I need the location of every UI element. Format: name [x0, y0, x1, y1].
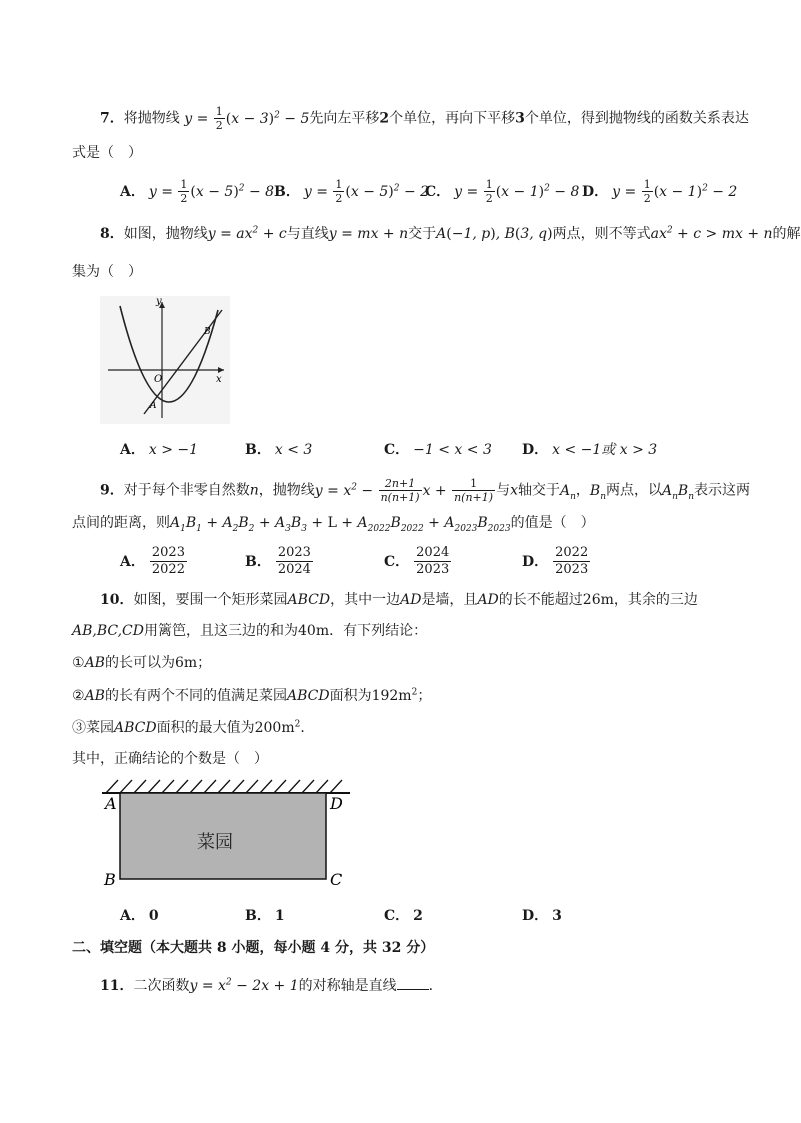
- q10-statement-2: ②AB的长有两个不同的值满足菜园ABCD面积为$192m^2$；: [72, 687, 432, 704]
- q9-option-a[interactable]: A． $\frac{2023}{2022}$: [120, 545, 185, 577]
- q10-statement-3: ③菜园ABCD面积的最大值为$200m^2$．: [72, 719, 315, 736]
- q8-line2: 集为（ ）: [72, 264, 142, 280]
- q10-statement-1: ①AB的长可以为6m；: [72, 655, 212, 671]
- q9-option-d[interactable]: D． $\frac{2022}{2023}$: [522, 545, 589, 577]
- q11-answer-blank[interactable]: [397, 975, 429, 990]
- q7-number: 7．: [100, 110, 124, 127]
- q7-line1: 7．将抛物线 y = $\frac{1}{2}$ $(x - 3)^2 - 5$先向左平移2个单位，再向下平移3个单位，得到抛物线的函数关系表达: [100, 105, 749, 132]
- q8-option-d[interactable]: D． x < −1或 x > 3: [522, 442, 658, 458]
- q9-option-b[interactable]: B． $\frac{2023}{2024}$: [245, 545, 311, 577]
- graph-background: [100, 296, 230, 424]
- q8-line1: 8．如图，抛物线$y = ax^2 + c$与直线y = mx + n交于A(−1, p), B(3, q)两点，则不等式$ax^2 + c$ > mx + n的解: [100, 225, 801, 242]
- q8-option-b[interactable]: B． x < 3: [245, 442, 313, 458]
- q9-option-c[interactable]: C． $\frac{2024}{2023}$: [384, 545, 450, 577]
- q7-option-b[interactable]: B． y = $\frac{1}{2}$ $(x - 5)^2 - 2$: [274, 178, 430, 205]
- corner-b-label: B: [104, 870, 116, 889]
- q10-garden-figure: [102, 778, 352, 890]
- q7-formula: y = $\frac{1}{2}$ $(x - 3)^2 - 5$: [184, 105, 310, 132]
- q11-line: 11．二次函数$y = x^2 - 2x + 1$的对称轴是直线 ．: [100, 975, 443, 996]
- q10-option-a[interactable]: A． 0: [120, 908, 159, 924]
- q9-line2: 点间的距离，则$A_1B_1 + A_2B_2 + A_3B_3 + L + A_{2022}B_{2022} + A_{2023}B_{2023}$的值是（ ）: [72, 515, 595, 534]
- x-axis-label: x: [216, 374, 222, 385]
- q10-question: 其中，正确结论的个数是（ ）: [72, 751, 268, 767]
- point-a-label: A: [150, 401, 157, 411]
- corner-c-label: C: [330, 870, 343, 889]
- q10-option-d[interactable]: D． 3: [522, 908, 562, 924]
- q8-option-a[interactable]: A． x > −1: [120, 442, 199, 458]
- q8-graph: [100, 296, 230, 424]
- q10-option-c[interactable]: C． 2: [384, 908, 423, 924]
- point-b-label: B: [204, 327, 211, 337]
- garden-label: 菜园: [197, 832, 233, 853]
- q11-number: 11．: [100, 978, 134, 994]
- q7-option-c[interactable]: C． y = $\frac{1}{2}$ $(x - 1)^2 - 8$: [425, 178, 580, 205]
- section-heading-fill-in: 二、填空题（本大题共 8 小题，每小题 4 分，共 32 分）: [72, 940, 435, 956]
- corner-a-label: A: [105, 794, 117, 813]
- q9-line1: 9．对于每个非零自然数n，抛物线$y = x^2$ − $\frac{2n+1}{n(n+1)}$ x + $\frac{1}{n(n+1)}$ 与x轴交于$A_n$，$B_n$两点，以$A_nB_n$表示这两: [100, 477, 750, 504]
- q10-line2: AB,BC,CD用篱笆，且这三边的和为40m．有下列结论：: [72, 623, 428, 639]
- q7-line2: 式是（ ）: [72, 145, 142, 161]
- q8-number: 8．: [100, 226, 124, 242]
- q7-option-a[interactable]: A． y = $\frac{1}{2}$ $(x - 5)^2 - 8$: [120, 178, 275, 205]
- q10-option-b[interactable]: B． 1: [245, 908, 285, 924]
- q10-number: 10．: [100, 592, 134, 608]
- y-axis-label: y: [156, 296, 162, 307]
- q7-option-d[interactable]: D． y = $\frac{1}{2}$ $(x - 1)^2 - 2$: [582, 178, 738, 205]
- wall-hatching: [106, 780, 342, 793]
- q10-line1: 10．如图，要围一个矩形菜园ABCD，其中一边AD是墙，且AD的长不能超过26m，其余的三边: [100, 592, 698, 608]
- corner-d-label: D: [330, 794, 343, 813]
- q8-option-c[interactable]: C． −1 < x < 3: [384, 442, 492, 458]
- origin-label: O: [154, 374, 163, 385]
- q9-number: 9．: [100, 482, 124, 499]
